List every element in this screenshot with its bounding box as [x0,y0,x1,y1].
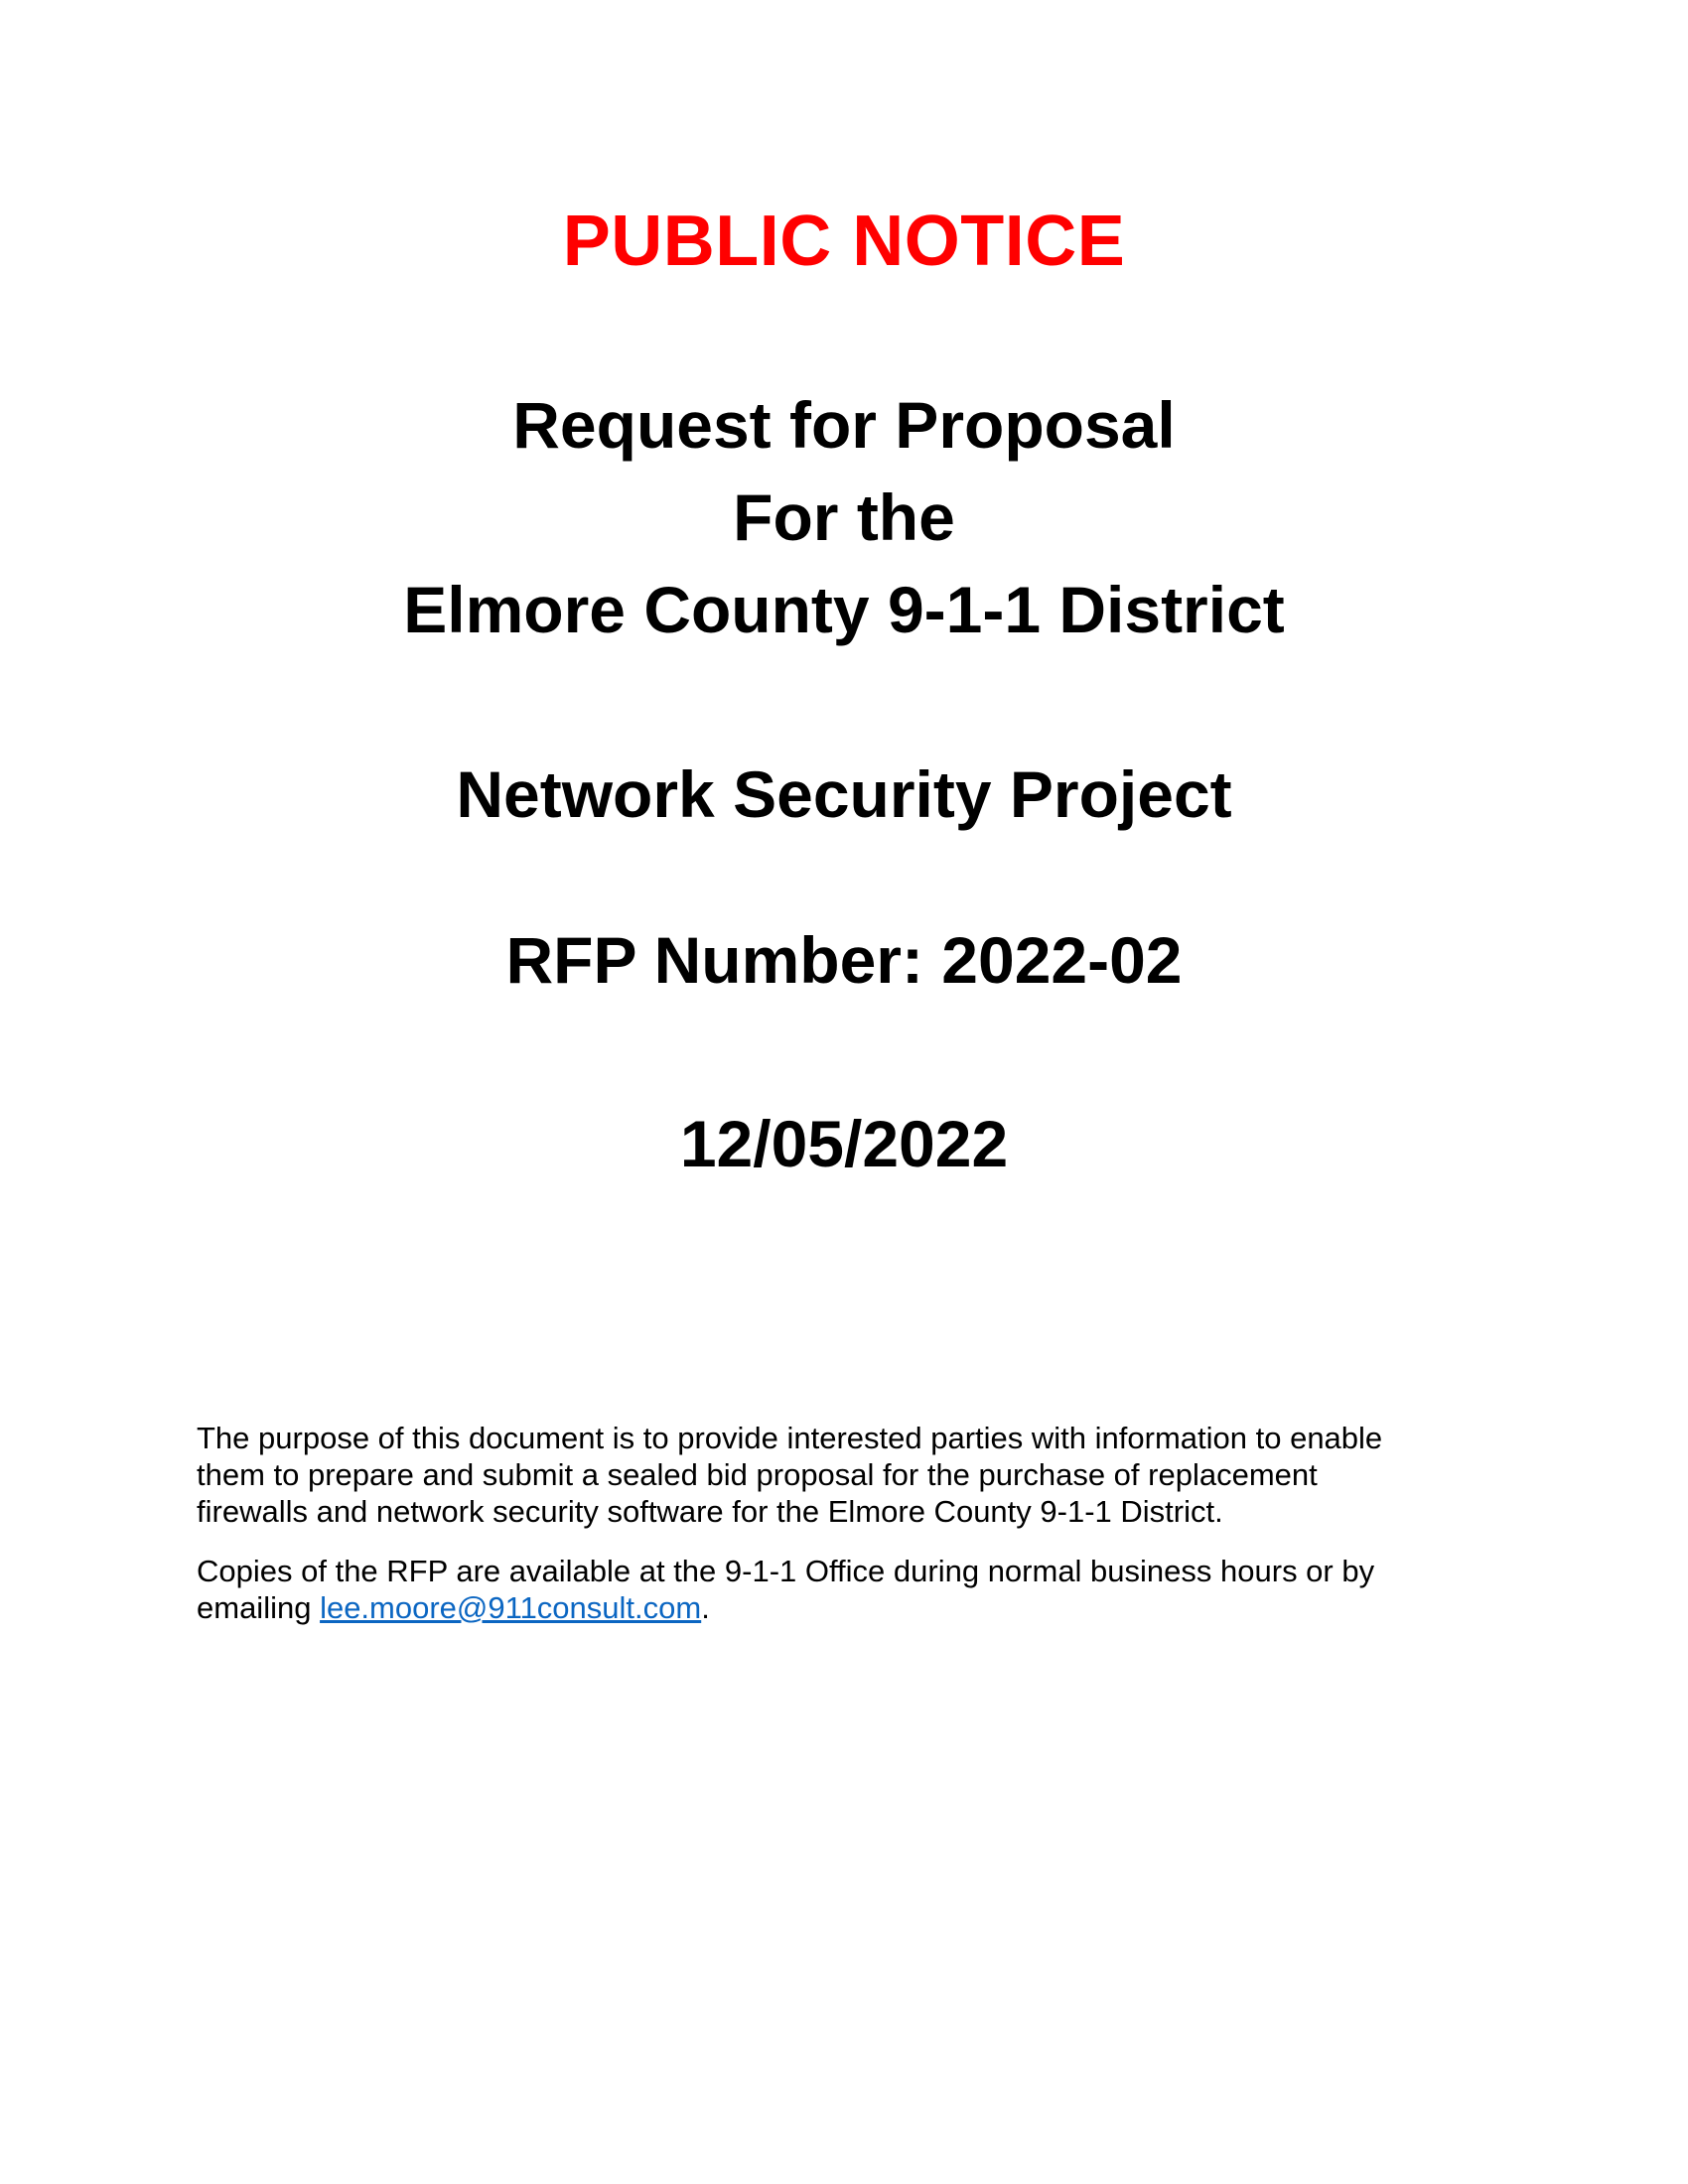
heading-line-district: Elmore County 9-1-1 District [403,573,1285,646]
copies-paragraph-line-2 [197,1589,1507,1626]
email-link[interactable]: lee.moore@911consult.com [320,1590,702,1625]
purpose-paragraph-line-3: firewalls and network security software for the Elmore County 9-1-1 District. [197,1494,1223,1529]
rfp-date: 12/05/2022 [679,1107,1009,1180]
public-notice-title: PUBLIC NOTICE [562,202,1126,281]
copies-paragraph [197,1553,1507,1626]
copies-paragraph-line-1: Copies of the RFP are available at the 9-1-1 Office during normal business hours or by [197,1554,1375,1588]
sentence-period: . [701,1590,710,1625]
heading-line-for-the: For the [733,480,955,554]
purpose-paragraph-line-1: The purpose of this document is to provide interested parties with information to enable [197,1421,1383,1455]
project-title: Network Security Project [456,757,1232,831]
emailing-label: emailing [197,1590,321,1625]
rfp-number: RFP Number: 2022-02 [505,923,1183,997]
heading-line-request-for-proposal: Request for Proposal [512,388,1176,462]
purpose-paragraph-line-2: them to prepare and submit a sealed bid proposal for the purchase of replacement [197,1457,1318,1492]
rfp-heading [0,379,1688,656]
purpose-paragraph [197,1420,1507,1530]
